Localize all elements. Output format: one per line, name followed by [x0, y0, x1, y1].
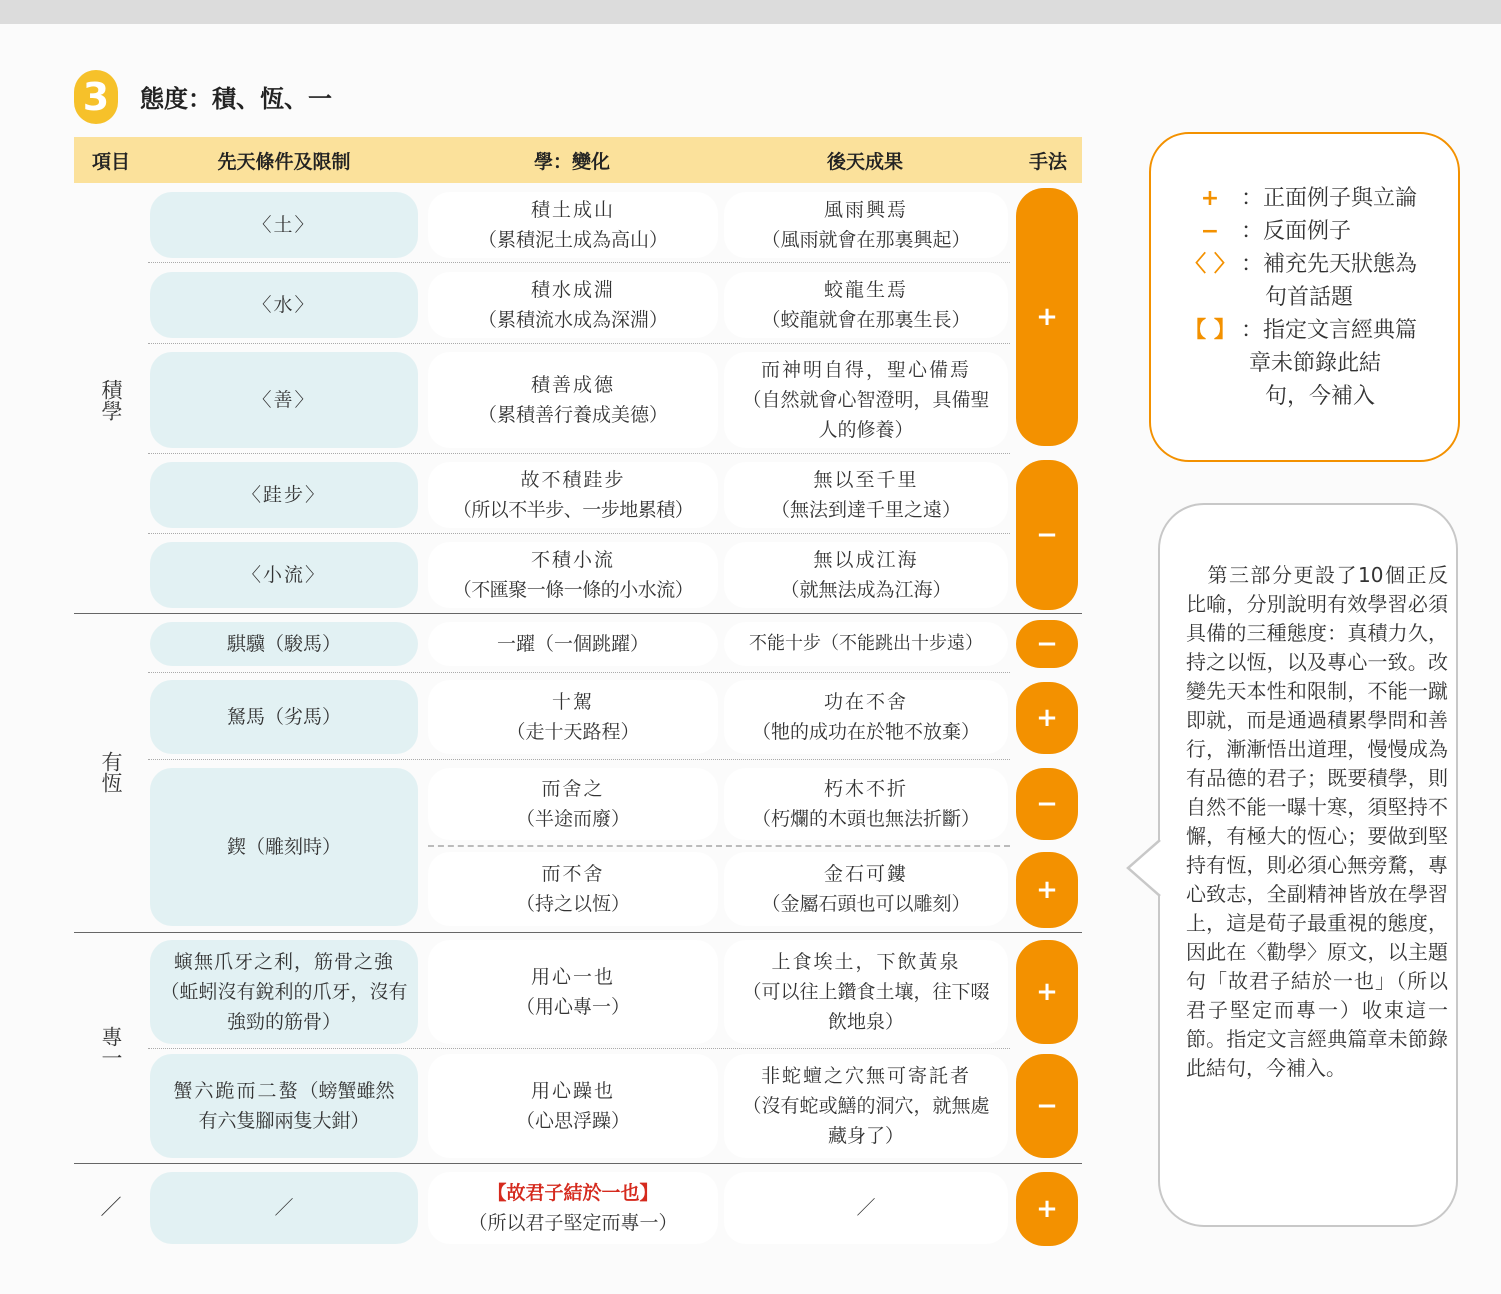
- result-translation: （無法到達千里之遠）: [770, 499, 961, 521]
- learn-translation: （累積善行養成美德）: [477, 404, 668, 426]
- learn-classical: 十駕: [551, 691, 594, 713]
- result-classical: 蛟龍生焉: [823, 279, 908, 301]
- innate-cell: [150, 352, 418, 448]
- innate-text: 〈善〉: [252, 389, 316, 411]
- legend-bracket-text: ：指定文言經典篇: [1241, 318, 1418, 343]
- result-classical: 無以成江海: [813, 549, 919, 571]
- learn-translation: （累積流水成為深淵）: [477, 309, 668, 331]
- innate-cell: [150, 622, 418, 666]
- learn-cell: [428, 352, 718, 448]
- result-translation: （就無法成為江海）: [780, 579, 952, 601]
- legend-bracket: [1179, 314, 1417, 347]
- learn-cell: [428, 940, 718, 1044]
- learn-classical: 而舍之: [541, 778, 605, 800]
- result-cell: [724, 680, 1008, 754]
- result-translation: （沒有蛇或鱔的洞穴，就無處藏身了）: [742, 1095, 990, 1147]
- row-divider: [148, 343, 1010, 344]
- learn-cell: [428, 1054, 718, 1158]
- innate-text: 〈小流〉: [241, 564, 326, 586]
- learn-cell: [428, 542, 718, 608]
- result-cell: [724, 192, 1008, 258]
- result-cell: [724, 768, 1008, 840]
- result-translation: （牠的成功在於牠不放棄）: [751, 721, 980, 743]
- commentary-bubble: [1158, 503, 1458, 1227]
- learn-translation: （所以不半步、一步地累積）: [452, 499, 694, 521]
- group-separator: [74, 613, 1082, 614]
- row-divider: [148, 672, 1010, 673]
- innate-cell: [150, 192, 418, 258]
- learn-translation: （走十天路程）: [506, 721, 640, 743]
- group-label-accumulate: 積學: [99, 379, 123, 421]
- legend-minus: [1179, 215, 1351, 248]
- innate-text: 〈土〉: [252, 214, 316, 236]
- result-translation: （朽爛的木頭也無法折斷）: [751, 808, 980, 830]
- learn-classical: 積善成德: [530, 374, 615, 396]
- table-header: [74, 137, 1082, 183]
- result-cell: [724, 1054, 1008, 1158]
- row-divider: [148, 453, 1010, 454]
- result-cell: [724, 1172, 1008, 1244]
- header-item: 項目: [91, 150, 130, 173]
- row-divider: [148, 759, 1010, 760]
- legend-box: [1149, 132, 1460, 462]
- learn-classical: 積水成淵: [530, 279, 615, 301]
- legend-minus-symbol: −: [1200, 219, 1220, 244]
- header-innate: 先天條件及限制: [217, 150, 351, 173]
- innate-cell: [150, 272, 418, 338]
- learn-translation: （持之以恆）: [515, 893, 630, 915]
- minus-symbol: −: [1016, 620, 1078, 668]
- result-classical: 不能十步（不能跳出十步遠）: [749, 633, 983, 654]
- learn-cell: [428, 1172, 718, 1244]
- innate-text: 〈水〉: [252, 294, 316, 316]
- learn-cell: [428, 272, 718, 338]
- legend-angle: [1179, 248, 1417, 281]
- result-cell: [724, 352, 1008, 448]
- minus-symbol: −: [1016, 768, 1078, 840]
- section-number: 3: [82, 75, 110, 119]
- key-sentence: 【故君子結於一也】: [487, 1182, 659, 1204]
- legend-bracket-text-2: 章未節錄此結: [1249, 351, 1382, 376]
- innate-cell: [150, 462, 418, 528]
- plus-symbol: +: [1016, 852, 1078, 928]
- result-cell: [724, 272, 1008, 338]
- result-classical: 上食埃土，下飲黃泉: [771, 951, 961, 973]
- group-label-none: ／: [100, 1195, 122, 1219]
- row-divider: [148, 533, 1010, 534]
- result-translation: （自然就會心智澄明，具備聖人的修養）: [742, 389, 990, 441]
- section-number-badge: [74, 70, 118, 124]
- result-classical: 風雨興焉: [823, 199, 908, 221]
- learn-cell: [428, 680, 718, 754]
- result-classical: 金石可鏤: [823, 863, 908, 885]
- innate-classical: [164, 1076, 404, 1136]
- top-bar: [0, 0, 1501, 24]
- innate-classical: 螾無爪牙之利，筋骨之強: [173, 951, 394, 973]
- innate-text: 騏驥（駿馬）: [226, 633, 341, 655]
- innate-translation: （螃蟹雖然有六隻腳兩隻大鉗）: [198, 1080, 395, 1132]
- innate-cell: [150, 940, 418, 1044]
- header-learn: 學：變化: [533, 150, 610, 173]
- result-cell: [724, 852, 1008, 926]
- plus-symbol: +: [1016, 940, 1078, 1044]
- result-classical: 朽木不折: [823, 778, 908, 800]
- result-cell: [724, 940, 1008, 1044]
- commentary-text: 第三部分更設了10個正反比喻，分別說明有效學習必須具備的三種態度：真積力久，持之以恆，以及專心一致。改變先天本性和限制，不能一蹴即就，而是通過積累學問和善行，漸漸悟出道理，慢慢成為有品德的君子；既要積學，則自然不能一曝十寒，須堅持不懈，有極大的恆心；要做到堅持有恆，則必須心無旁騖，專心致志，全副精神皆放在學習上，這是荀子最重視的態度，因此在〈勸學〉原文，以主題句「故君子結於一也」（所以君子堅定而專一）收束這一節。指定文言經典篇章未節錄此結句，今補入。: [1186, 563, 1448, 1080]
- section-title: 態度：積、恆、一: [140, 83, 332, 113]
- header-method: 手法: [1028, 150, 1067, 173]
- learn-classical: 用心一也: [530, 966, 615, 988]
- result-classical: 無以至千里: [813, 469, 919, 491]
- result-classical: 功在不舍: [823, 691, 908, 713]
- innate-classical-text: 蟹六跪而二螯: [173, 1080, 300, 1102]
- legend-minus-text: ：反面例子: [1241, 219, 1352, 244]
- learn-cell: [428, 622, 718, 666]
- learn-classical: 積土成山: [530, 199, 615, 221]
- result-translation: （蛟龍就會在那裏生長）: [761, 309, 971, 331]
- learn-cell: [428, 462, 718, 528]
- innate-cell: [150, 1054, 418, 1158]
- innate-cell: [150, 1172, 418, 1244]
- result-cell: [724, 542, 1008, 608]
- minus-symbol: −: [1016, 1054, 1078, 1158]
- legend-bracket-symbol: 【 】: [1184, 318, 1236, 343]
- learn-cell: [428, 192, 718, 258]
- plus-symbol: +: [1016, 188, 1078, 446]
- legend-angle-symbol: 〈 〉: [1184, 252, 1236, 277]
- result-classical: 非蛇蟺之穴無可寄託者: [760, 1065, 971, 1087]
- result-cell: [724, 462, 1008, 528]
- row-divider: [148, 1048, 1010, 1049]
- legend-angle-text: ：補充先天狀態為: [1241, 252, 1418, 277]
- learn-translation: （半途而廢）: [515, 808, 630, 830]
- group-label-focus: 專一: [99, 1026, 123, 1068]
- learn-translation: （心思浮躁）: [515, 1110, 630, 1132]
- plus-symbol: +: [1016, 1172, 1078, 1246]
- innate-cell: [150, 542, 418, 608]
- innate-text: 鍥（雕刻時）: [226, 836, 341, 858]
- innate-text: 駑馬（劣馬）: [226, 706, 341, 728]
- innate-text: ／: [274, 1197, 294, 1219]
- learn-cell: [428, 768, 718, 840]
- plus-symbol: +: [1016, 682, 1078, 754]
- group-separator: [74, 932, 1082, 933]
- learn-classical: 一躍（一個跳躍）: [496, 633, 649, 655]
- learn-classical: 故不積跬步: [520, 469, 626, 491]
- result-text: ／: [856, 1197, 876, 1219]
- result-cell: [724, 622, 1008, 666]
- bubble-tail: [1124, 838, 1164, 898]
- legend-angle-text-2: 句首話題: [1265, 285, 1354, 310]
- legend-plus-text: ：正面例子與立論: [1241, 186, 1418, 211]
- result-translation: （風雨就會在那裏興起）: [761, 229, 971, 251]
- legend-plus-symbol: +: [1200, 186, 1220, 211]
- learn-translation: （所以君子堅定而專一）: [468, 1212, 678, 1234]
- group-separator: [74, 1163, 1082, 1164]
- learn-translation: （不匯聚一條一條的小水流）: [452, 579, 694, 601]
- row-divider: [148, 262, 1010, 263]
- innate-text: 〈跬步〉: [241, 484, 326, 506]
- header-result: 後天成果: [826, 150, 903, 173]
- legend-bracket-text-3: 句，今補入: [1265, 384, 1376, 409]
- learn-translation: （用心專一）: [515, 996, 630, 1018]
- learn-classical: 用心躁也: [530, 1080, 615, 1102]
- minus-symbol: −: [1016, 460, 1078, 610]
- innate-cell: [150, 768, 418, 926]
- learn-cell: [428, 852, 718, 926]
- legend-plus: [1179, 182, 1417, 215]
- learn-classical: 而不舍: [541, 863, 605, 885]
- innate-translation: （蚯蚓沒有銳利的爪牙，沒有強勁的筋骨）: [160, 981, 408, 1033]
- learn-classical: 不積小流: [530, 549, 615, 571]
- innate-cell: [150, 680, 418, 754]
- result-translation: （可以往上鑽食土壤，往下啜飲地泉）: [742, 981, 990, 1033]
- learn-translation: （累積泥土成為高山）: [477, 229, 668, 251]
- sub-row-divider: [428, 845, 1010, 847]
- group-label-persevere: 有恆: [99, 751, 123, 793]
- result-classical: 而神明自得，聖心備焉: [760, 359, 971, 381]
- result-translation: （金屬石頭也可以雕刻）: [761, 893, 971, 915]
